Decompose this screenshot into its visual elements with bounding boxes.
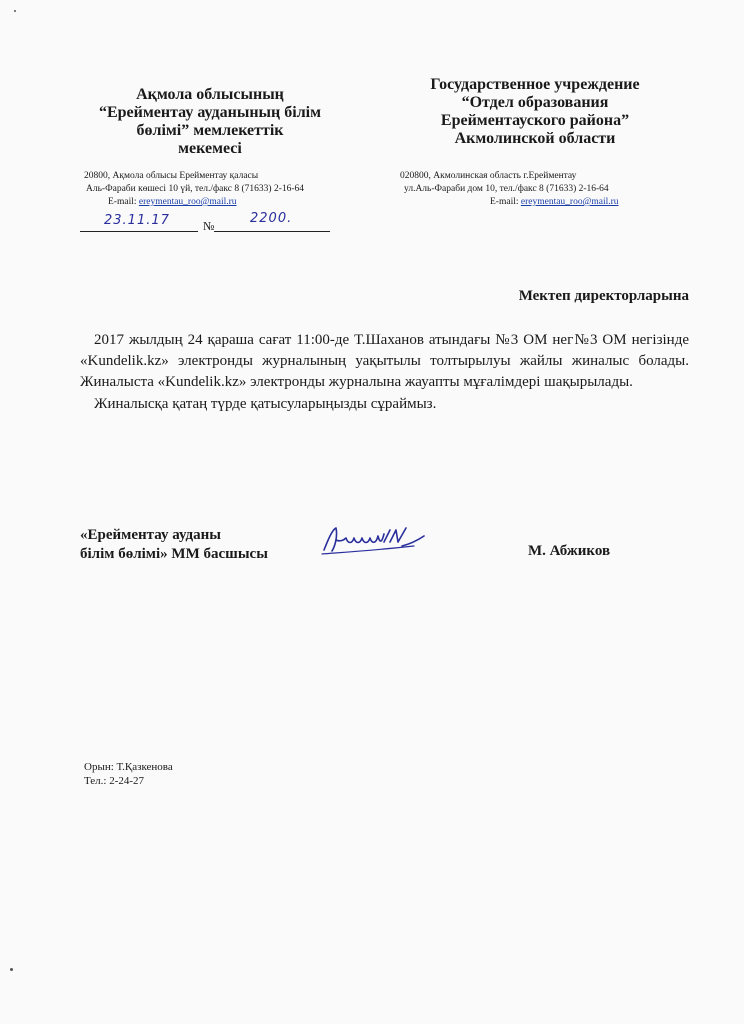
handwritten-date: 23.11.17: [104, 213, 170, 228]
date-underline: [80, 231, 198, 232]
header-right-address-2: ул.Аль-Фараби дом 10, тел./факс 8 (71633) 2-16-64: [404, 184, 609, 194]
header-right-line1: Государственное учреждение: [430, 76, 640, 93]
body-paragraph-1: 2017 жылдың 24 қараша сағат 11:00-де Т.Шаханов атындағы №3 ОМ нег№3 ОМ негізінде «Kundelik.kz» электронды журналының уақытылы толтырылуы жайлы жиналыс болады. Жиналыста «Kundelik.kz» электронды журналына жауапты мұғалімдері шақырылады.: [80, 332, 689, 390]
header-right-address-1: 020800, Акмолинская область г.Ерейментау: [400, 171, 577, 181]
number-sign: №: [203, 219, 215, 233]
header-right-email-label: E-mail:: [490, 197, 519, 207]
executor-phone: Тел.: 2-24-27: [84, 775, 145, 787]
header-left-address-2: Аль-Фараби көшесі 10 үй, тел./факс 8 (71633) 2-16-64: [86, 184, 305, 194]
header-left-title: [80, 86, 340, 158]
executor-name: Орын: Т.Қазкенова: [84, 761, 173, 773]
header-left-address-1: 20800, Ақмола облысы Ерейментау қаласы: [84, 171, 259, 181]
signatory-title: [80, 526, 268, 564]
header-left-line3: бөлімі” мемлекеттік: [136, 122, 284, 139]
header-left-line4: мекемесі: [178, 140, 242, 157]
header-left-email-label: E-mail:: [108, 197, 137, 207]
executor-info: [84, 760, 173, 788]
header-left-line2: “Ерейментау ауданының білім: [98, 104, 322, 121]
header-right-line4: Акмолинской области: [454, 130, 616, 147]
header-right-line3: Ерейментауского района”: [440, 112, 630, 129]
signatory-title-line2: білім бөлімі» ММ басшысы: [80, 546, 268, 562]
body-paragraph-2: Жиналысқа қатаң түрде қатысуларыңызды сұраймыз.: [94, 396, 437, 412]
header-right-title: [400, 76, 670, 148]
scan-speck: [14, 10, 16, 12]
header-left-email-link[interactable]: ereymentau_roo@mail.ru: [138, 197, 237, 207]
number-underline: [214, 231, 330, 232]
addressee: Мектеп директорларына: [518, 288, 689, 304]
scan-speck: [10, 968, 13, 971]
header-right-email-row: [490, 196, 619, 209]
header-right-line2: “Отдел образования: [461, 94, 609, 111]
handwritten-number: 2200.: [250, 211, 293, 226]
header-left-line1: Ақмола облысының: [136, 86, 284, 103]
letter-body: [80, 330, 689, 415]
header-right-email-link[interactable]: ereymentau_roo@mail.ru: [520, 197, 619, 207]
header-left-email-row: [108, 196, 237, 209]
signatory-title-line1: «Ерейментау ауданы: [80, 527, 221, 543]
handwritten-signature: [318, 520, 428, 560]
signatory-name: М. Абжиков: [528, 543, 611, 559]
